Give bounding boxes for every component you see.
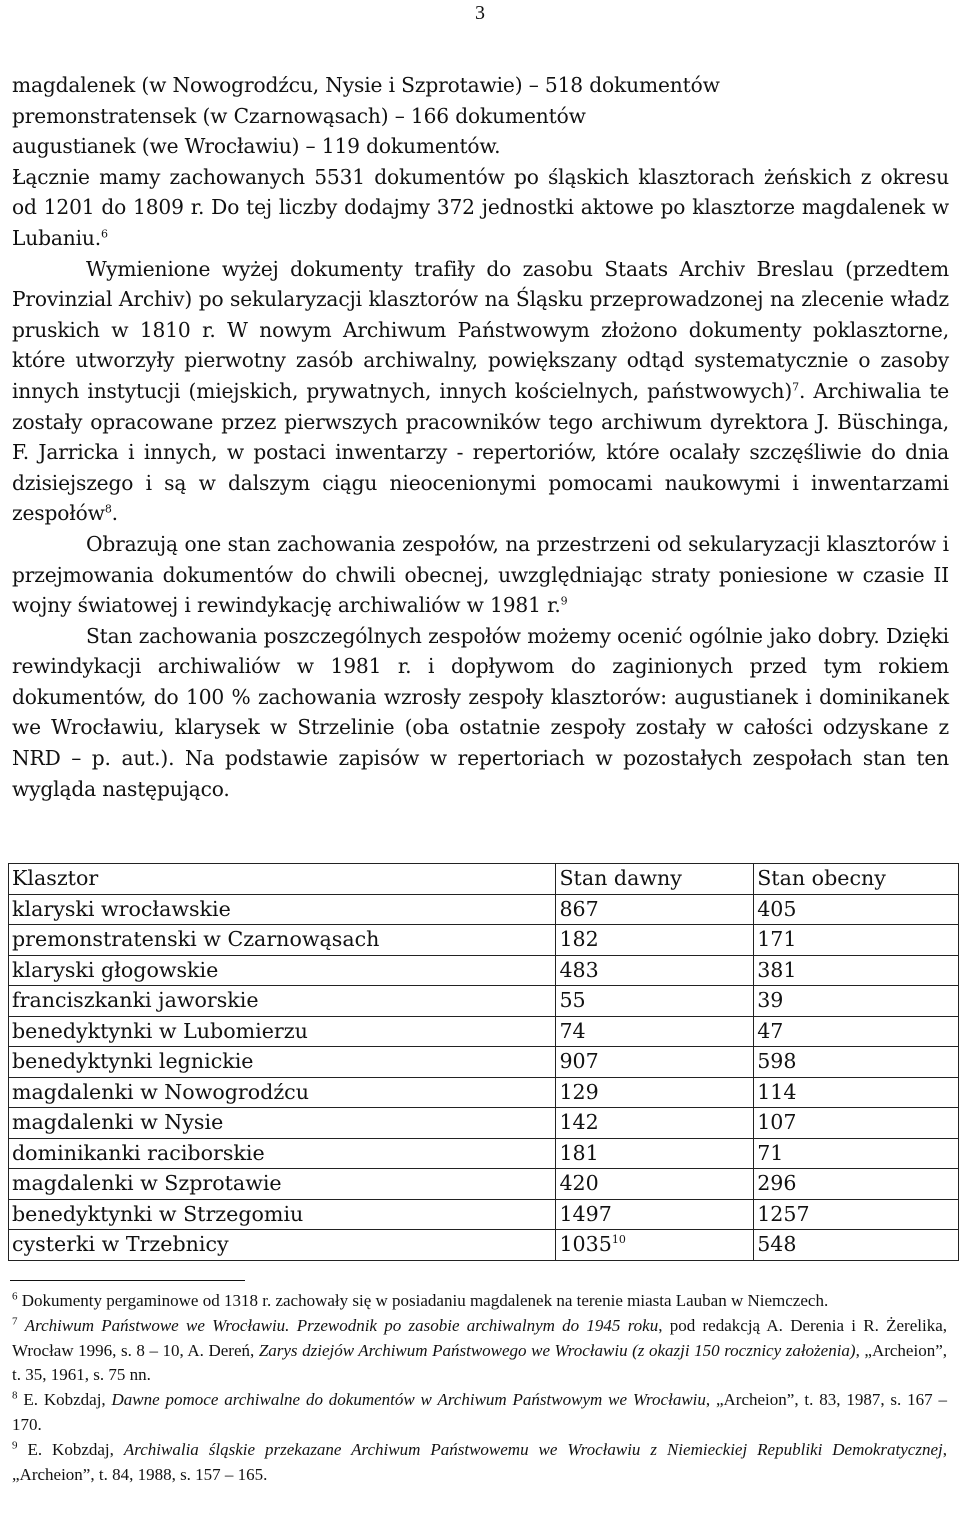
footnote-7 bbox=[12, 1314, 947, 1388]
paragraph-archive-history bbox=[12, 254, 949, 529]
table-row bbox=[9, 1016, 959, 1047]
list-line: premonstratensek (w Czarnowąsach) – 166 dokumentów bbox=[12, 103, 586, 128]
footnote-ref-6[interactable]: 6 bbox=[101, 227, 108, 241]
footnote-6 bbox=[12, 1289, 947, 1314]
paragraph-text: . bbox=[111, 501, 118, 526]
cell-stan-dawny bbox=[556, 925, 754, 956]
cell-klasztor: benedyktynki w Strzegomiu bbox=[9, 1199, 556, 1230]
cell-stan-obecny: 548 bbox=[754, 1230, 959, 1261]
table-row bbox=[9, 1108, 959, 1139]
cell-klasztor: dominikanki raciborskie bbox=[9, 1138, 556, 1169]
cell-value: 55 bbox=[559, 988, 586, 1013]
list-line: augustianek (we Wrocławiu) – 119 dokumentów. bbox=[12, 134, 501, 159]
footnote-title: Archiwalia śląskie przekazane Archiwum Państwowemu we Wrocławiu z Niemieckiej Republiki Demokratycznej bbox=[123, 1439, 943, 1459]
paragraph-losses bbox=[12, 529, 949, 621]
cell-value: 907 bbox=[559, 1049, 599, 1074]
cell-value: 1497 bbox=[559, 1201, 612, 1226]
cell-klasztor: klaryski wrocławskie bbox=[9, 894, 556, 925]
footnote-ref-8[interactable]: 8 bbox=[104, 502, 112, 516]
cell-klasztor: magdalenki w Szprotawie bbox=[9, 1169, 556, 1200]
footnote-text: E. Kobzdaj, bbox=[17, 1439, 124, 1459]
paragraph-text: Wymienione wyżej dokumenty trafiły do zasobu Staats Archiv Breslau (przedtem Provinzial Archiv) po sekularyzacji klasztorów na Śląsku przeprowadzonej na zlecenie władz pruskich w 1810 r. W nowym Archiwum Państwowym złożono dokumenty poklasztorne, które utworzyły pierwotny zasób archiwalny, powiększany odtąd systematycznie o zasoby innych instytucji (miejskich, prywatnych, innych kościelnych, państwowych) bbox=[12, 256, 949, 403]
cell-klasztor: klaryski głogowskie bbox=[9, 955, 556, 986]
paragraph-text: Obrazują one stan zachowania zespołów, na przestrzeni od sekularyzacji klasztorów i przejmowania dokumentów do chwili obecnej, uwzględniając straty poniesione w czasie II wojny światowej i rewindykację archiwaliów w 1981 r. bbox=[12, 531, 949, 618]
footnote-ref-10[interactable]: 10 bbox=[611, 1233, 626, 1247]
cell-value: 129 bbox=[559, 1079, 599, 1104]
cell-stan-dawny bbox=[556, 1108, 754, 1139]
table-row bbox=[9, 1199, 959, 1230]
footnote-ref-9[interactable]: 9 bbox=[560, 594, 568, 608]
table-row bbox=[9, 1077, 959, 1108]
footnote-number: 9 bbox=[12, 1439, 18, 1452]
cell-stan-obecny: 71 bbox=[754, 1138, 959, 1169]
cell-value: 142 bbox=[559, 1110, 599, 1135]
cell-stan-obecny: 381 bbox=[754, 955, 959, 986]
table-row bbox=[9, 955, 959, 986]
cell-klasztor: benedyktynki w Lubomierzu bbox=[9, 1016, 556, 1047]
cell-klasztor: magdalenki w Nowogrodźcu bbox=[9, 1077, 556, 1108]
footnote-text: , „Archeion”, t. 83, 1987, s. 167 – 170. bbox=[12, 1390, 947, 1434]
header-cell-klasztor: Klasztor bbox=[9, 864, 556, 895]
footnote-title: Zarys dziejów Archiwum Państwowego we Wrocławiu (z okazji 150 rocznicy założenia) bbox=[258, 1340, 856, 1360]
cell-stan-obecny: 1257 bbox=[754, 1199, 959, 1230]
cell-stan-dawny bbox=[556, 1047, 754, 1078]
cell-klasztor: magdalenki w Nysie bbox=[9, 1108, 556, 1139]
holdings-table-wrap bbox=[8, 863, 960, 1261]
cell-stan-dawny bbox=[556, 986, 754, 1017]
cell-stan-dawny bbox=[556, 1199, 754, 1230]
paragraph-state bbox=[12, 621, 949, 805]
footnote-text: Dokumenty pergaminowe od 1318 r. zachowały się w posiadaniu magdalenek na terenie miasta Lauban w Niemczech. bbox=[17, 1291, 829, 1310]
cell-value: 483 bbox=[559, 957, 599, 982]
cell-value: 74 bbox=[559, 1018, 586, 1043]
header-cell-stan-obecny: Stan obecny bbox=[754, 864, 959, 895]
cell-klasztor: cysterki w Trzebnicy bbox=[9, 1230, 556, 1261]
footnote-9 bbox=[12, 1438, 947, 1488]
cell-stan-obecny: 171 bbox=[754, 925, 959, 956]
footnote-ref-7[interactable]: 7 bbox=[792, 380, 799, 394]
cell-stan-obecny: 39 bbox=[754, 986, 959, 1017]
footnote-title: Dawne pomoce archiwalne do dokumentów w Archiwum Państwowym we Wrocławiu bbox=[111, 1390, 706, 1410]
cell-klasztor: benedyktynki legnickie bbox=[9, 1047, 556, 1078]
cell-stan-obecny: 296 bbox=[754, 1169, 959, 1200]
paragraph-text: Łącznie mamy zachowanych 5531 dokumentów po śląskich klasztorach żeńskich z okresu od 1201 do 1809 r. Do tej liczby dodajmy 372 jednostki aktowe po klasztorze magdalenek w Lubaniu. bbox=[12, 164, 949, 250]
footnote-text: E. Kobzdaj, bbox=[17, 1390, 112, 1410]
paragraph-text: . Archiwalia te zostały opracowane przez pierwszych pracowników tego archiwum dyrektora J. Büschinga, F. Jarricka i innych, w postaci inwentarzy - repertoriów, które ocalały szczęśliwie do dnia dzisiejszego i są w dalszym ciągu nieocenionymi pomocami naukowymi i inwentarzami zespołów bbox=[12, 378, 949, 526]
cell-stan-dawny bbox=[556, 1077, 754, 1108]
table-row bbox=[9, 1230, 959, 1261]
cell-stan-obecny: 598 bbox=[754, 1047, 959, 1078]
table-row bbox=[9, 1047, 959, 1078]
page-number: 3 bbox=[475, 2, 485, 24]
cell-stan-obecny: 47 bbox=[754, 1016, 959, 1047]
holdings-table bbox=[8, 863, 959, 1261]
table-row bbox=[9, 1138, 959, 1169]
paragraph-text: Stan zachowania poszczególnych zespołów możemy ocenić ogólnie jako dobry. Dzięki rewindykacji archiwaliów w 1981 r. i dopływom do zaginionych przed tym rokiem dokumentów, do 100 % zachowania wzrosły zespoły klasztorów: augustianek i dominikanek we Wrocławiu, klarysek w Strzelinie (oba ostatnie zespoły zostały w całości odzyskane z NRD – p. aut.). Na podstawie zapisów w repertoriach w pozostałych zespołach stan ten wygląda następująco. bbox=[12, 623, 949, 801]
footnote-text: , pod redakcją A. Derenia i R. Żerelika, Wrocław 1996, s. 8 – 10, A. Dereń, bbox=[12, 1315, 947, 1360]
cell-stan-obecny: 405 bbox=[754, 894, 959, 925]
cell-stan-dawny bbox=[556, 955, 754, 986]
table-row bbox=[9, 986, 959, 1017]
table-row bbox=[9, 894, 959, 925]
table-row bbox=[9, 925, 959, 956]
footnote-text: , „Archeion”, t. 84, 1988, s. 157 – 165. bbox=[12, 1439, 947, 1484]
body-text bbox=[12, 70, 949, 804]
list-line: magdalenek (w Nowogrodźcu, Nysie i Szprotawie) – 518 dokumentów bbox=[12, 73, 720, 97]
paragraph-summary bbox=[12, 162, 949, 254]
footnote-number: 6 bbox=[12, 1290, 18, 1303]
cell-stan-dawny bbox=[556, 894, 754, 925]
cell-value: 867 bbox=[559, 896, 599, 921]
cell-value: 420 bbox=[559, 1171, 599, 1196]
footnote-number: 8 bbox=[12, 1389, 18, 1402]
cell-stan-dawny bbox=[556, 1138, 754, 1169]
cell-klasztor: premonstratenski w Czarnowąsach bbox=[9, 925, 556, 956]
table-header-row bbox=[9, 864, 959, 895]
cell-value: 1035 bbox=[559, 1232, 612, 1257]
cell-stan-dawny bbox=[556, 1230, 754, 1261]
cell-stan-dawny bbox=[556, 1016, 754, 1047]
cell-stan-obecny: 114 bbox=[754, 1077, 959, 1108]
footnote-separator bbox=[10, 1280, 245, 1281]
header-cell-stan-dawny: Stan dawny bbox=[556, 864, 754, 895]
cell-value: 182 bbox=[559, 927, 599, 952]
table-row bbox=[9, 1169, 959, 1200]
footnote-text: , „Archeion”, t. 35, 1961, s. 75 nn. bbox=[12, 1340, 947, 1385]
cell-stan-obecny: 107 bbox=[754, 1108, 959, 1139]
cell-stan-dawny bbox=[556, 1169, 754, 1200]
footnote-title: Archiwum Państwowe we Wrocławiu. Przewodnik po zasobie archiwalnym do 1945 roku bbox=[24, 1315, 659, 1335]
cell-value: 181 bbox=[559, 1140, 599, 1165]
footnote-8 bbox=[12, 1388, 947, 1438]
cell-klasztor: franciszkanki jaworskie bbox=[9, 986, 556, 1017]
footnotes bbox=[12, 1289, 947, 1487]
footnote-number: 7 bbox=[12, 1315, 18, 1328]
